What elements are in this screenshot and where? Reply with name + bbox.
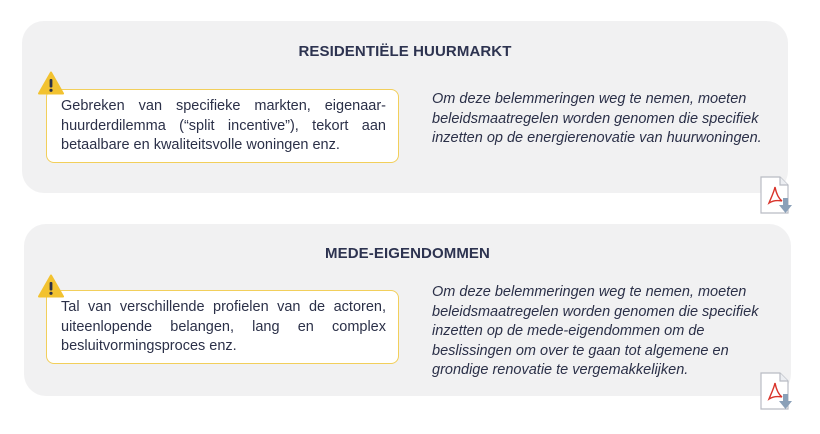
barrier-text: Gebreken van specifieke markten, eigenaar-huurderdilemma (“split incentive”), tekort aan betaalbare en kwaliteitsvolle woningen enz. [61, 98, 386, 153]
barrier-box [46, 89, 399, 163]
pdf-download-icon[interactable] [759, 176, 795, 216]
measure-text: Om deze belemmeringen weg te nemen, moeten beleidsmaatregelen worden genomen die specifiek inzetten op de mede-eigendommen om de beslissingen om over te gaan tot algemene en grondige renovatie te vergemakkelijken. [432, 284, 759, 378]
card-title: RESIDENTIËLE HUURMARKT [298, 43, 512, 60]
measure-text: Om deze belemmeringen weg te nemen, moeten beleidsmaatregelen worden genomen die specifiek inzetten op de energierenovatie van huurwoningen. [432, 91, 762, 146]
card-residential-rental-market [22, 21, 788, 193]
pdf-download-icon[interactable] [759, 372, 795, 412]
barrier-text: Tal van verschillende profielen van de actoren, uiteenlopende belangen, lang en complex besluitvormingsproces enz. [61, 299, 386, 354]
warning-icon [38, 71, 64, 95]
card-co-ownership [24, 224, 791, 396]
barrier-box [46, 290, 399, 364]
card-title: MEDE-EIGENDOMMEN [325, 245, 490, 262]
warning-icon [38, 274, 64, 298]
